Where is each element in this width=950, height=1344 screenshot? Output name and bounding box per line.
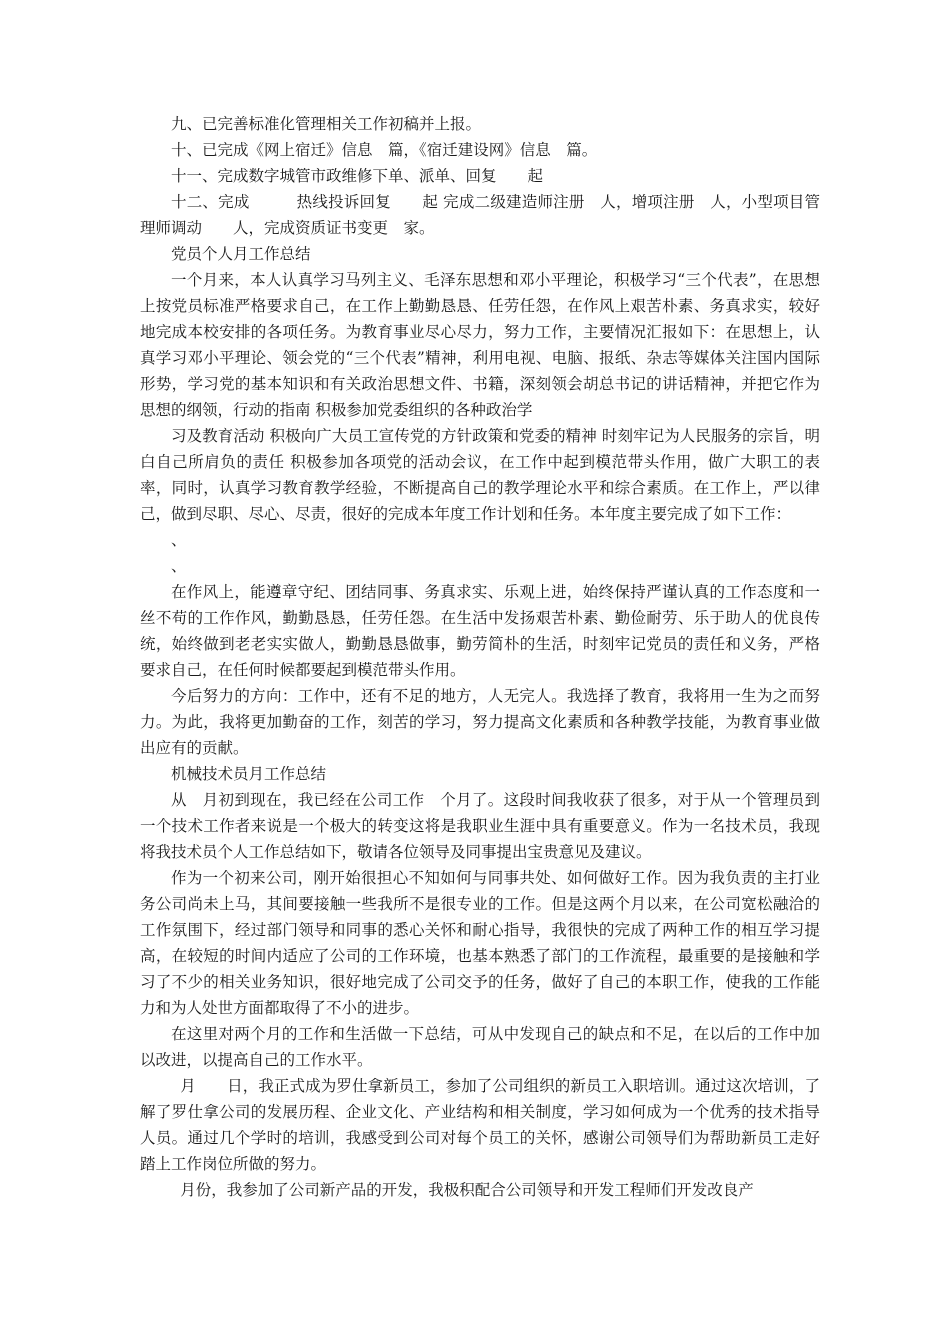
paragraph: 习及教育活动 积极向广大员工宣传党的方针政策和党委的精神 时刻牢记为人民服务的宗旨，明白自己所肩负的责任 积极参加各项党的活动会议，在工作中起到模范带头作用，做广大职工的表率，同时，认真学习教育教学经验，不断提高自己的教学理论水平和综合素质。在工作上，严以律己，做到尽职、尽心、尽责，很好的完成本年度工作计划和任务。本年度主要完成了如下工作： bbox=[140, 427, 820, 523]
list-item: 十一、完成数字城管市政维修下单、派单、回复 起 bbox=[171, 167, 544, 185]
paragraph: 今后努力的方向：工作中，还有不足的地方，人无完人。我选择了教育，我将用一生为之而努力。为此，我将更加勤奋的工作，刻苦的学习，努力提高文化素质和各种教学技能，为教育事业做出应有的贡献。 bbox=[140, 687, 820, 757]
paragraph: 从 月初到现在，我已经在公司工作 个月了。这段时间我收获了很多，对于从一个管理员到一个技术工作者来说是一个极大的转变这将是我职业生涯中具有重要意义。作为一名技术员，我现将我技术员个人工作总结如下，敬请各位领导及同事提出宝贵意见及建议。 bbox=[140, 791, 820, 861]
paragraph: 一个月来，本人认真学习马列主义、毛泽东思想和邓小平理论，积极学习“三个代表”，在思想上按党员标准严格要求自己，在工作上勤勤恳恳、任劳任怨，在作风上艰苦朴素、务真求实，较好地完成本校安排的各项任务。为教育事业尽心尽力，努力工作，主要情况汇报如下：在思想上，认真学习邓小平理论、领会党的“三个代表”精神，利用电视、电脑、报纸、杂志等媒体关注国内国际形势，学习党的基本知识和有关政治思想文件、书籍，深刻领会胡总书记的讲话精神，并把它作为思想的纲领，行动的指南 积极参加党委组织的各种政治学 bbox=[140, 271, 820, 419]
paragraph: 在作风上，能遵章守纪、团结同事、务真求实、乐观上进，始终保持严谨认真的工作态度和一丝不苟的工作作风，勤勤恳恳，任劳任怨。在生活中发扬艰苦朴素、勤俭耐劳、乐于助人的优良传统，始终做到老老实实做人，勤勤恳恳做事，勤劳简朴的生活，时刻牢记党员的责任和义务，严格要求自己，在任何时候都要起到模范带头作用。 bbox=[140, 583, 820, 679]
list-bullet: 、 bbox=[171, 557, 187, 575]
list-item: 九、已完善标准化管理相关工作初稿并上报。 bbox=[171, 115, 482, 133]
section-title-party-summary: 党员个人月工作总结 bbox=[171, 245, 311, 263]
section-title-technician-summary: 机械技术员月工作总结 bbox=[171, 765, 327, 783]
paragraph: 作为一个初来公司，刚开始很担心不知如何与同事共处、如何做好工作。因为我负责的主打业务公司尚未上马，其间要接触一些我所不是很专业的工作。但是这两个月以来，在公司宽松融洽的工作氛围下，经过部门领导和同事的悉心关怀和耐心指导，我很快的完成了两种工作的相互学习提高，在较短的时间内适应了公司的工作环境，也基本熟悉了部门的工作流程，最重要的是接触和学习了不少的相关业务知识，很好地完成了公司交予的任务，做好了自己的本职工作，使我的工作能力和为人处世方面都取得了不小的进步。 bbox=[140, 869, 820, 1017]
list-item: 十二、完成 热线投诉回复 起 完成二级建造师注册 人，增项注册 人，小型项目管理师调动 人，完成资质证书变更 家。 bbox=[140, 193, 820, 237]
paragraph: 在这里对两个月的工作和生活做一下总结，可从中发现自己的缺点和不足，在以后的工作中加以改进，以提高自己的工作水平。 bbox=[140, 1025, 820, 1069]
list-bullet: 、 bbox=[171, 531, 187, 549]
list-item: 十、已完成《网上宿迁》信息 篇，《宿迁建设网》信息 篇。 bbox=[171, 141, 598, 159]
paragraph: 月 日，我正式成为罗仕拿新员工，参加了公司组织的新员工入职培训。通过这次培训，了解了罗仕拿公司的发展历程、企业文化、产业结构和相关制度，学习如何成为一个优秀的技术指导人员。通过几个学时的培训，我感受到公司对每个员工的关怀，感谢公司领导们为帮助新员工走好踏上工作岗位所做的努力。 bbox=[140, 1077, 820, 1173]
paragraph: 月份，我参加了公司新产品的开发，我极积配合公司领导和开发工程师们开发改良产 bbox=[180, 1181, 754, 1199]
